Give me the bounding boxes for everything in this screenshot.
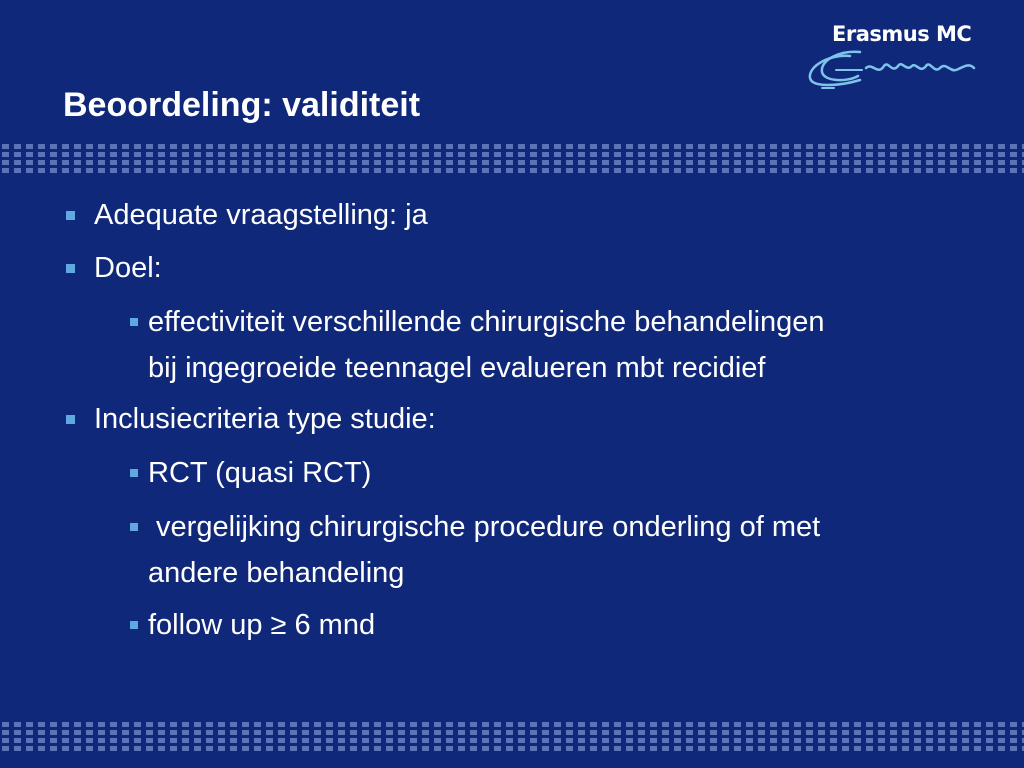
sub-bullet-icon (130, 621, 138, 629)
dotted-divider-bottom (0, 720, 1024, 752)
signature-icon (800, 48, 990, 98)
erasmus-mc-logo (800, 18, 990, 98)
slide-title: Beoordeling: validiteit (63, 86, 421, 124)
dotted-divider-top (0, 142, 1024, 174)
sub-bullet-icon (130, 523, 138, 531)
bullet-icon (66, 211, 75, 220)
bullet-icon (66, 264, 75, 273)
logo-text: Erasmus MC (832, 22, 972, 46)
slide: Erasmus MC Beoordeling: validiteit Adequate vraagstelling: ja Doel: effectiviteit verschillende chirurgische behandelingen bij ingegroeide teennagel evalueren mbt recidief Inclusiecriteria type studie: RCT (quasi RCT) vergelijking chirurgische procedure onderling of met andere behandeling follow up ≥ 6 mnd (0, 0, 1024, 768)
bullet-icon (66, 415, 75, 424)
sub-bullet-icon (130, 469, 138, 477)
sub-bullet-icon (130, 318, 138, 326)
